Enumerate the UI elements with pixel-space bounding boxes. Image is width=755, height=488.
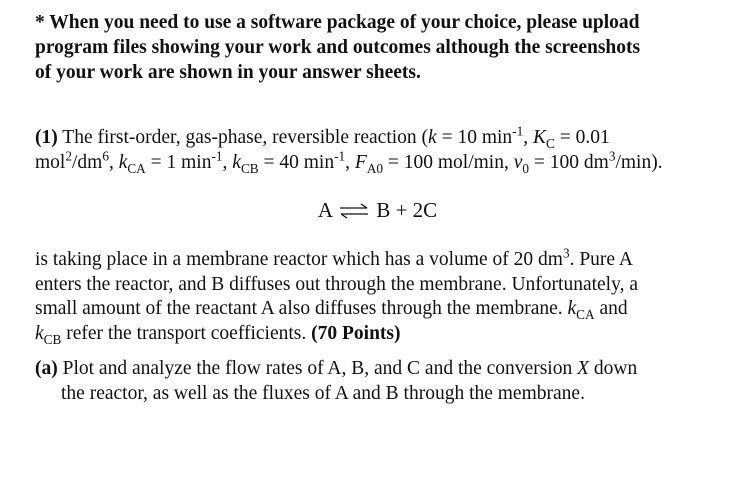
- part-a-line-1: (a) Plot and analyze the flow rates of A, B, and C and the conversion X down: [35, 358, 638, 379]
- problem-line-2: $mol^2/dm^6$, $k_{CA} = 1$ $\min^{-1}$, $k_{CB} = 40$ $\min^{-1}$, $F_{A0} = 100$ mol/min, $v_0 = 100$ $dm^3/\min$).: [35, 148, 663, 176]
- problem-number: (1): [35, 127, 58, 148]
- reaction-equation: [0, 196, 755, 224]
- para-line-3: small amount of the reactant A also diffuses through the membrane. $k_{CA}$ and: [35, 298, 628, 322]
- para-line-4: $k_{CB}$ refer the transport coefficients. (70 Points): [35, 322, 401, 347]
- para-line-2: enters the reactor, and B diffuses out through the membrane. Unfortunately, a: [35, 273, 638, 295]
- part-a-question: [35, 357, 725, 406]
- problem-statement: [35, 123, 725, 176]
- reactor-description: [35, 245, 725, 347]
- eq-products: B + 2C: [376, 198, 438, 222]
- part-a-label: (a): [35, 358, 58, 379]
- problem-line-1: (1) The first-order, gas-phase, reversible reaction (k = 10 $\min^{-1}$, $K_C = 0.01$: [35, 123, 610, 151]
- note-line-2: program files showing your work and outcomes although the screenshots: [35, 37, 641, 58]
- reversible-arrow-icon: [339, 203, 369, 219]
- points-label: (70 Points): [311, 322, 401, 344]
- eq-reactant: A: [317, 198, 332, 222]
- note-line-1: * When you need to use a software package of your choice, please upload: [35, 12, 640, 33]
- upload-note: [35, 10, 725, 85]
- note-line-3: of your work are shown in your answer sheets.: [35, 62, 421, 83]
- part-a-line-2: the reactor, as well as the fluxes of A and B through the membrane.: [61, 382, 585, 404]
- para-line-1: is taking place in a membrane reactor which has a volume of 20 $dm^3$. Pure A: [35, 245, 633, 270]
